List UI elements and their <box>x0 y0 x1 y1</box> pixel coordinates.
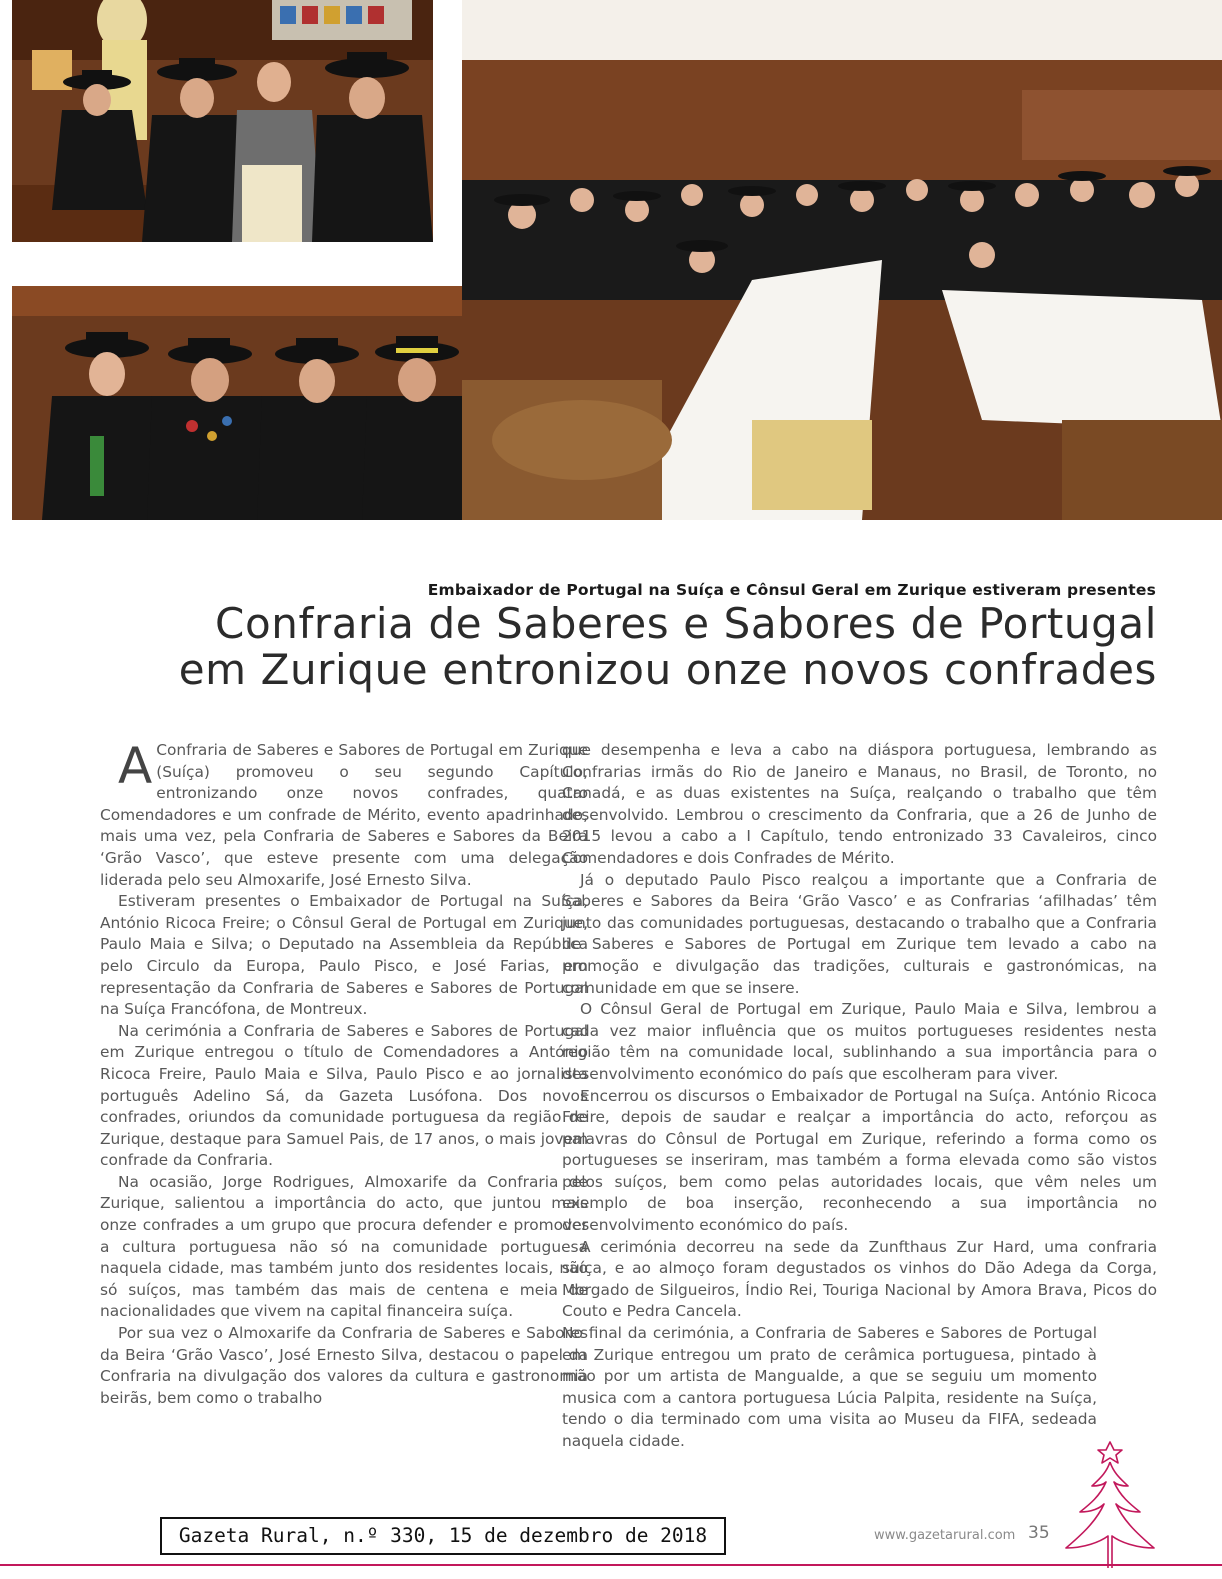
paragraph-1-text: Confraria de Saberes e Sabores de Portugal em Zurique (Suíça) promoveu o seu segundo Capítulo, entronizando onze novos confrades, quatro Comendadores e um confrade de Mérito, evento apadrinhado, mais uma vez, pela Confraria de Saberes e Sabores da Beira ‘Grão Vasco’, que esteve presente com uma delegação liderada pelo seu Almoxarife, José Ernesto Silva. <box>100 741 588 889</box>
paragraph-1 <box>100 737 588 891</box>
bottom-accent-line <box>0 1564 1222 1566</box>
publication-footer: Gazeta Rural, n.º 330, 15 de dezembro de 2018 <box>160 1517 726 1555</box>
photo-top-left-image <box>12 0 433 242</box>
paragraph-9: Encerrou os discursos o Embaixador de Portugal na Suíça. António Ricoca Freire, depois de saudar e realçar a importância do acto, reforçou as palavras do Cônsul de Portugal em Zurique, referindo a forma como os portugueses se inseriram, mas também a forma elevada como são vistos pelos suíços, bem como pelas autoridades locais, que vêm neles um exemplo de boa inserção, reconhecendo a sua importância no desenvolvimento económico do país. <box>562 1086 1157 1235</box>
paragraph-5: Por sua vez o Almoxarife da Confraria de Saberes e Sabores da Beira ‘Grão Vasco’, José Ernesto Silva, destacou o papel da Confraria na divulgação dos valores da cultura e gastronomia beirãs, bem como o trabalho <box>100 1324 588 1407</box>
headline-line-2: em Zurique entronizou onze novos confrades <box>178 645 1157 694</box>
photo-bottom-left <box>12 286 468 520</box>
paragraph-8: O Cônsul Geral de Portugal em Zurique, Paulo Maia e Silva, lembrou a cada vez maior influência que os muitos portugueses residentes nesta região têm na comunidade local, sublinhando a sua importância para o desenvolvimento económico do país que escolheram para viver. <box>562 1000 1157 1083</box>
photo-right <box>462 0 1222 520</box>
paragraph-10: A cerimónia decorreu na sede da Zunfthaus Zur Hard, uma confraria suíça, e ao almoço foram degustados os vinhos do Dão Adega da Corga, Morgado de Silgueiros, Índio Rei, Touriga Nacional by Amora Brava, Picos do Couto e Pedra Cancela. <box>562 1237 1157 1321</box>
photo-right-image <box>462 0 1222 520</box>
article-column-2 <box>562 740 1157 1453</box>
paragraph-2: Estiveram presentes o Embaixador de Portugal na Suíça, António Ricoca Freire; o Cônsul Geral de Portugal em Zurique, Paulo Maia e Silva; o Deputado na Assembleia da República pelo Circulo da Europa, Paulo Pisco, e José Farias, em representação da Confraria de Saberes e Sabores de Portugal na Suíça Francófona, de Montreux. <box>100 892 588 1019</box>
christmas-tree-icon <box>1060 1440 1170 1568</box>
photo-top-left <box>12 0 433 242</box>
article-headline <box>150 601 1157 693</box>
article-column-1 <box>100 737 588 1409</box>
paragraph-11: No final da cerimónia, a Confraria de Saberes e Sabores de Portugal em Zurique entregou um prato de cerâmica portuguesa, pintado à mão por um artista de Mangualde, a que se seguiu um momento musica com a cantora portuguesa Lúcia Palpita, residente na Suíça, tendo o dia terminado com uma visita ao Museu da FIFA, sedeada naquela cidade. <box>562 1324 1097 1450</box>
paragraph-7: Já o deputado Paulo Pisco realçou a importante que a Confraria de Saberes e Sabores da Beira ‘Grão Vasco’ e as Confrarias ‘afilhadas’ têm junto das comunidades portuguesas, destacando o trabalho que a Confraria de Saberes e Sabores de Portugal em Zurique tem levado a cabo na promoção e divulgação das tradições, culturais e gastronómicas, na comunidade em que se insere. <box>562 870 1157 997</box>
photo-bottom-left-image <box>12 286 468 520</box>
page-number: 35 <box>1028 1523 1050 1543</box>
article-kicker: Embaixador de Portugal na Suíça e Cônsul Geral em Zurique estiveram presentes <box>427 581 1156 599</box>
headline-line-1: Confraria de Saberes e Sabores de Portugal <box>215 599 1157 648</box>
website-link[interactable]: www.gazetarural.com <box>874 1528 1016 1543</box>
dropcap: A <box>118 737 153 795</box>
paragraph-4: Na ocasião, Jorge Rodrigues, Almoxarife da Confraria de Zurique, salientou a importância do acto, que juntou mais onze confrades a um grupo que procura defender e promover a cultura portuguesa não só na comunidade portuguesa naquela cidade, mas também junto dos residentes locais, não só suíços, mas também das mais de centena e meia de nacionalidades que vivem na capital financeira suíça. <box>100 1172 588 1321</box>
paragraph-3: Na cerimónia a Confraria de Saberes e Sabores de Portugal em Zurique entregou o título de Comendadores a António Ricoca Freire, Paulo Maia e Silva, Paulo Pisco e ao jornalista português Adelino Sá, da Gazeta Lusófona. Dos novos confrades, oriundos da comunidade portuguesa da região de Zurique, destaque para Samuel Pais, de 17 anos, o mais jovem confrade da Confraria. <box>100 1021 588 1170</box>
paragraph-6: que desempenha e leva a cabo na diáspora portuguesa, lembrando as Confrarias irmãs do Rio de Janeiro e Manaus, no Brasil, de Toronto, no Canadá, e as duas existentes na Suíça, realçando o trabalho que têm desenvolvido. Lembrou o crescimento da Confraria, que a 26 de Junho de 2015 levou a cabo a I Capítulo, tendo entronizado 33 Cavaleiros, cinco Comendadores e dois Confrades de Mérito. <box>562 741 1157 867</box>
